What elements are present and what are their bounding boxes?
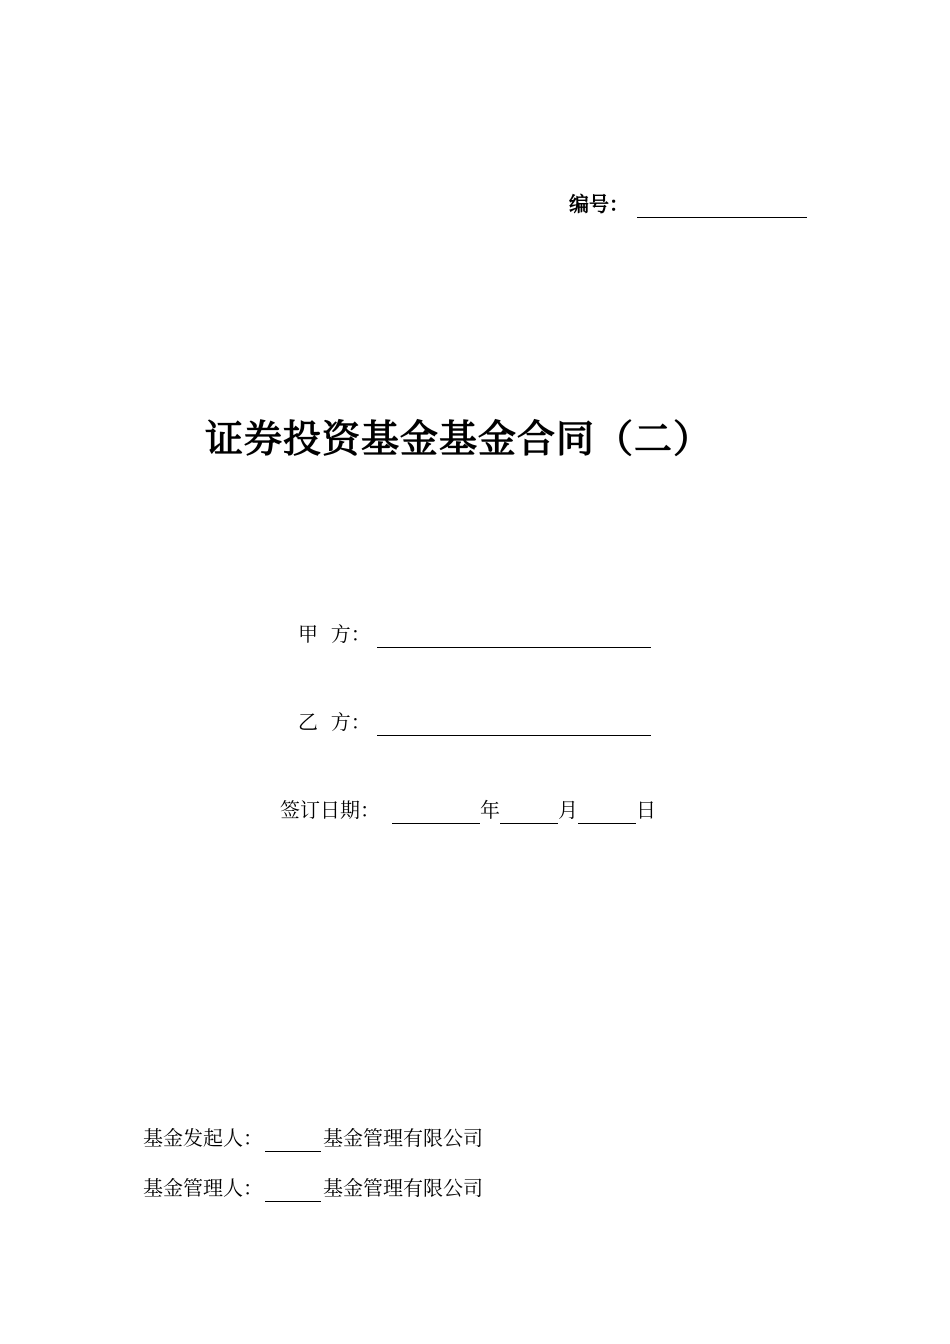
fund-sponsor-row — [143, 1124, 483, 1152]
document-title: 证券投资基金基金合同（二） — [205, 417, 713, 461]
party-b-blank[interactable] — [377, 713, 651, 736]
fund-manager-row — [143, 1174, 483, 1202]
party-a-row — [298, 620, 651, 648]
fund-sponsor-label: 基金发起人： — [143, 1126, 263, 1150]
sign-date-label: 签订日期： — [280, 798, 380, 822]
fund-sponsor-blank[interactable] — [265, 1129, 321, 1152]
day-label: 日 — [636, 798, 656, 822]
fund-manager-label: 基金管理人： — [143, 1176, 263, 1200]
year-label: 年 — [480, 798, 500, 822]
fund-manager-suffix: 基金管理有限公司 — [323, 1176, 483, 1200]
sign-date-row — [280, 796, 656, 824]
party-b-row — [298, 708, 651, 736]
year-blank[interactable] — [392, 801, 480, 824]
party-a-label: 甲 方： — [298, 622, 371, 646]
contract-number-label: 编号： — [569, 192, 629, 216]
fund-sponsor-suffix: 基金管理有限公司 — [323, 1126, 483, 1150]
day-blank[interactable] — [578, 801, 636, 824]
contract-number — [569, 190, 807, 218]
month-label: 月 — [558, 798, 578, 822]
contract-number-blank[interactable] — [637, 195, 807, 218]
fund-manager-blank[interactable] — [265, 1179, 321, 1202]
party-a-blank[interactable] — [377, 625, 651, 648]
party-b-label: 乙 方： — [298, 710, 371, 734]
month-blank[interactable] — [500, 801, 558, 824]
